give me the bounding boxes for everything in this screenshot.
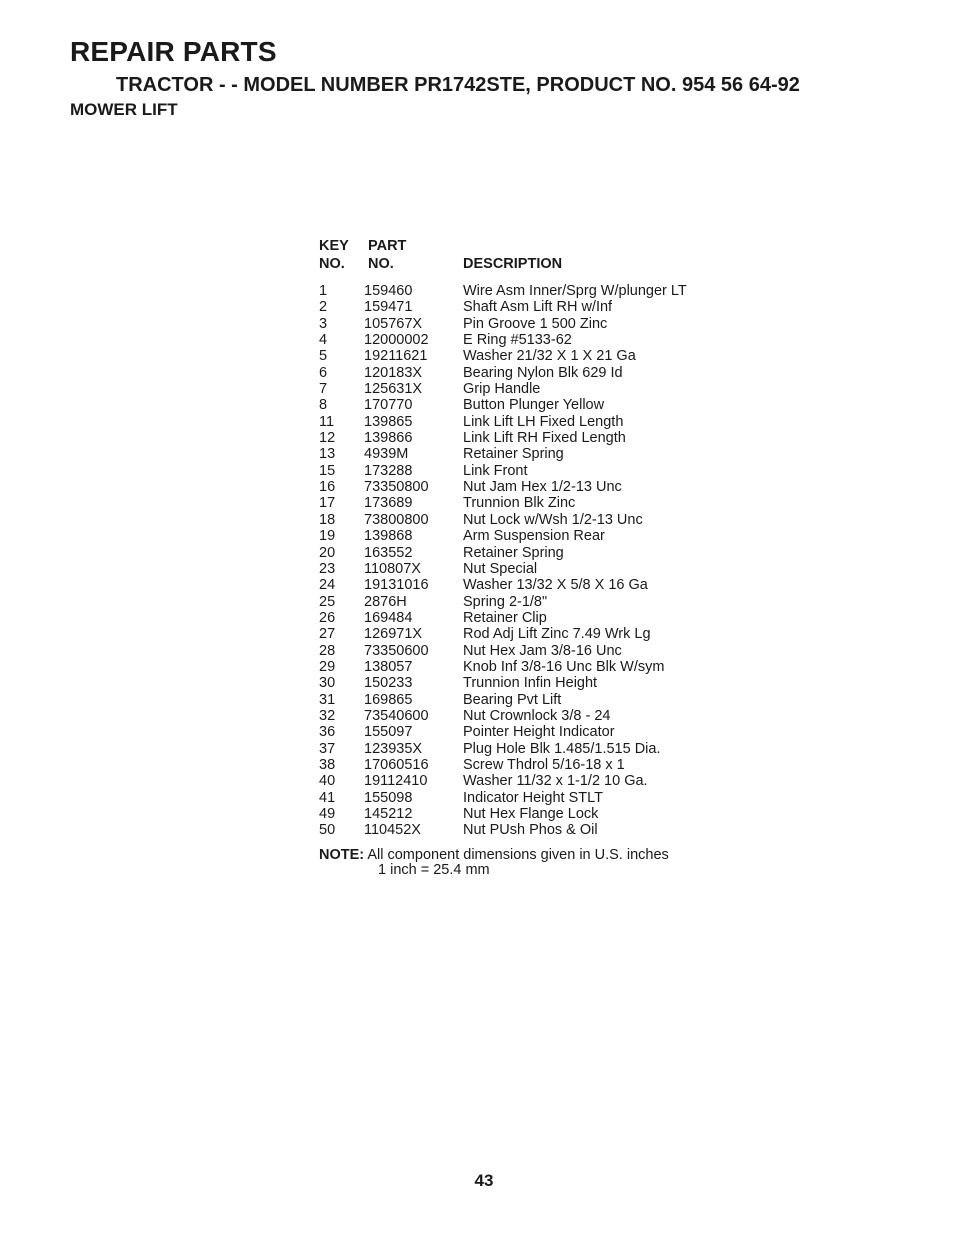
row-description: Nut Jam Hex 1/2-13 Unc	[463, 479, 622, 496]
row-description: Spring 2-1/8"	[463, 593, 548, 610]
row-key-no: 2	[319, 299, 328, 316]
section-title: MOWER LIFT	[70, 100, 178, 119]
row-key-no: 24	[319, 577, 336, 594]
table-row	[319, 822, 739, 838]
row-description: Nut PUsh Phos & Oil	[463, 822, 598, 839]
row-key-no: 49	[319, 806, 336, 822]
row-key-no: 13	[319, 446, 336, 463]
row-description: Nut Special	[463, 560, 538, 577]
row-description: Nut Lock w/Wsh 1/2-13 Unc	[463, 511, 643, 528]
table-row	[319, 757, 739, 773]
table-row	[319, 643, 739, 659]
page-title: REPAIR PARTS	[70, 36, 277, 67]
table-row	[319, 283, 739, 299]
row-key-no: 18	[319, 511, 336, 528]
row-key-no: 28	[319, 642, 336, 659]
table-row	[319, 430, 739, 446]
table-row	[319, 692, 739, 708]
row-key-no: 15	[319, 462, 336, 479]
row-part-no: 4939M	[364, 446, 409, 463]
row-part-no: 105767X	[364, 315, 423, 332]
row-part-no: 173689	[364, 495, 413, 512]
table-row	[319, 708, 739, 724]
row-description: Indicator Height STLT	[463, 789, 603, 806]
header-key-line2: NO.	[319, 256, 345, 272]
row-description: Link Front	[463, 462, 528, 479]
row-part-no: 19211621	[364, 348, 428, 365]
row-part-no: 73540600	[364, 707, 429, 724]
table-row	[319, 610, 739, 626]
row-key-no: 27	[319, 626, 336, 643]
row-part-no: 2876H	[364, 593, 407, 610]
row-description: Trunnion Blk Zinc	[463, 495, 576, 512]
table-row	[319, 741, 739, 757]
row-description: Bearing Nylon Blk 629 Id	[463, 364, 623, 381]
table-row	[319, 626, 739, 642]
row-description: E Ring #5133-62	[463, 332, 572, 349]
header-part-line2: NO.	[368, 256, 394, 272]
row-part-no: 169484	[364, 609, 413, 626]
row-part-no: 110807X	[364, 560, 421, 577]
header-part-line1: PART	[368, 238, 407, 254]
row-description: Nut Hex Flange Lock	[463, 806, 599, 822]
table-row	[319, 577, 739, 593]
table-row	[319, 381, 739, 397]
row-description: Link Lift RH Fixed Length	[463, 430, 626, 447]
row-part-no: 19131016	[364, 577, 429, 594]
row-description: Nut Crownlock 3/8 - 24	[463, 707, 611, 724]
row-part-no: 170770	[364, 397, 413, 414]
table-row	[319, 659, 739, 675]
row-description: Washer 11/32 x 1-1/2 10 Ga.	[463, 773, 648, 790]
row-description: Shaft Asm Lift RH w/Inf	[463, 299, 613, 316]
table-row	[319, 414, 739, 430]
row-key-no: 11	[319, 413, 335, 430]
row-description: Retainer Spring	[463, 544, 564, 561]
row-key-no: 30	[319, 675, 336, 692]
row-key-no: 50	[319, 822, 336, 839]
row-part-no: 159460	[364, 283, 413, 299]
table-row	[319, 806, 739, 822]
note	[319, 848, 739, 878]
row-description: Washer 21/32 X 1 X 21 Ga	[463, 348, 636, 365]
row-description: Nut Hex Jam 3/8-16 Unc	[463, 642, 622, 659]
table-row	[319, 397, 739, 413]
row-key-no: 29	[319, 658, 336, 675]
table-row	[319, 463, 739, 479]
row-key-no: 8	[319, 397, 328, 414]
row-description: Grip Handle	[463, 381, 541, 398]
page-number: 43	[474, 1171, 494, 1190]
row-description: Retainer Clip	[463, 609, 547, 626]
note-text-line1: All component dimensions given in U.S. inches	[367, 846, 669, 863]
parts-table-header	[319, 237, 739, 273]
row-part-no: 155097	[364, 724, 413, 741]
note-label: NOTE:	[319, 846, 365, 863]
row-key-no: 17	[319, 495, 336, 512]
row-description: Wire Asm Inner/Sprg W/plunger LT	[463, 283, 687, 299]
row-key-no: 38	[319, 756, 336, 773]
row-part-no: 123935X	[364, 740, 423, 757]
row-part-no: 139866	[364, 430, 413, 447]
row-part-no: 150233	[364, 675, 413, 692]
row-key-no: 37	[319, 740, 336, 757]
table-row	[319, 512, 739, 528]
row-description: Arm Suspension Rear	[463, 528, 605, 545]
table-row	[319, 790, 739, 806]
row-part-no: 169865	[364, 691, 413, 708]
row-key-no: 12	[319, 430, 336, 447]
row-part-no: 139865	[364, 413, 413, 430]
table-row	[319, 479, 739, 495]
table-row	[319, 299, 739, 315]
table-row	[319, 528, 739, 544]
row-part-no: 110452X	[364, 822, 421, 839]
row-description: Pointer Height Indicator	[463, 724, 615, 741]
row-key-no: 16	[319, 479, 336, 496]
table-row	[319, 594, 739, 610]
row-key-no: 36	[319, 724, 336, 741]
row-part-no: 138057	[364, 658, 413, 675]
row-key-no: 25	[319, 593, 336, 610]
row-part-no: 73350800	[364, 479, 429, 496]
row-part-no: 155098	[364, 789, 413, 806]
row-key-no: 1	[319, 283, 328, 299]
table-row	[319, 675, 739, 691]
row-description: Bearing Pvt Lift	[463, 691, 562, 708]
row-part-no: 12000002	[364, 332, 429, 349]
row-description: Plug Hole Blk 1.485/1.515 Dia.	[463, 740, 661, 757]
table-row	[319, 561, 739, 577]
header-key-line1: KEY	[319, 238, 349, 254]
row-part-no: 163552	[364, 544, 413, 561]
row-description: Knob Inf 3/8-16 Unc Blk W/sym	[463, 658, 665, 675]
row-part-no: 19112410	[364, 773, 428, 790]
row-key-no: 31	[319, 691, 336, 708]
table-row	[319, 773, 739, 789]
row-description: Link Lift LH Fixed Length	[463, 413, 624, 430]
table-row	[319, 348, 739, 364]
note-text-line2: 1 inch = 25.4 mm	[378, 861, 490, 878]
row-key-no: 23	[319, 560, 336, 577]
row-part-no: 139868	[364, 528, 413, 545]
row-description: Retainer Spring	[463, 446, 564, 463]
row-key-no: 5	[319, 348, 328, 365]
row-key-no: 3	[319, 315, 328, 332]
header-description: DESCRIPTION	[463, 256, 563, 272]
row-key-no: 19	[319, 528, 336, 545]
row-key-no: 20	[319, 544, 336, 561]
table-row	[319, 495, 739, 511]
parts-list	[319, 237, 739, 878]
row-part-no: 17060516	[364, 756, 429, 773]
row-part-no: 145212	[364, 806, 413, 822]
table-row	[319, 332, 739, 348]
row-key-no: 26	[319, 609, 336, 626]
row-part-no: 73350600	[364, 642, 429, 659]
row-part-no: 125631X	[364, 381, 423, 398]
row-description: Rod Adj Lift Zinc 7.49 Wrk Lg	[463, 626, 651, 643]
parts-table-body	[319, 283, 739, 839]
row-key-no: 41	[319, 789, 336, 806]
table-row	[319, 545, 739, 561]
row-part-no: 159471	[364, 299, 413, 316]
row-description: Button Plunger Yellow	[463, 397, 605, 414]
row-part-no: 120183X	[364, 364, 423, 381]
row-key-no: 40	[319, 773, 336, 790]
table-row	[319, 316, 739, 332]
row-part-no: 173288	[364, 462, 413, 479]
model-subtitle: TRACTOR - - MODEL NUMBER PR1742STE, PRODUCT NO. 954 56 64-92	[116, 74, 800, 96]
row-key-no: 6	[319, 364, 328, 381]
row-key-no: 32	[319, 707, 336, 724]
row-key-no: 7	[319, 381, 328, 398]
row-description: Washer 13/32 X 5/8 X 16 Ga	[463, 577, 648, 594]
row-description: Screw Thdrol 5/16-18 x 1	[463, 756, 625, 773]
row-description: Trunnion Infin Height	[463, 675, 598, 692]
row-part-no: 73800800	[364, 511, 429, 528]
row-part-no: 126971X	[364, 626, 423, 643]
table-row	[319, 446, 739, 462]
table-row	[319, 365, 739, 381]
row-description: Pin Groove 1 500 Zinc	[463, 315, 608, 332]
table-row	[319, 724, 739, 740]
row-key-no: 4	[319, 332, 328, 349]
